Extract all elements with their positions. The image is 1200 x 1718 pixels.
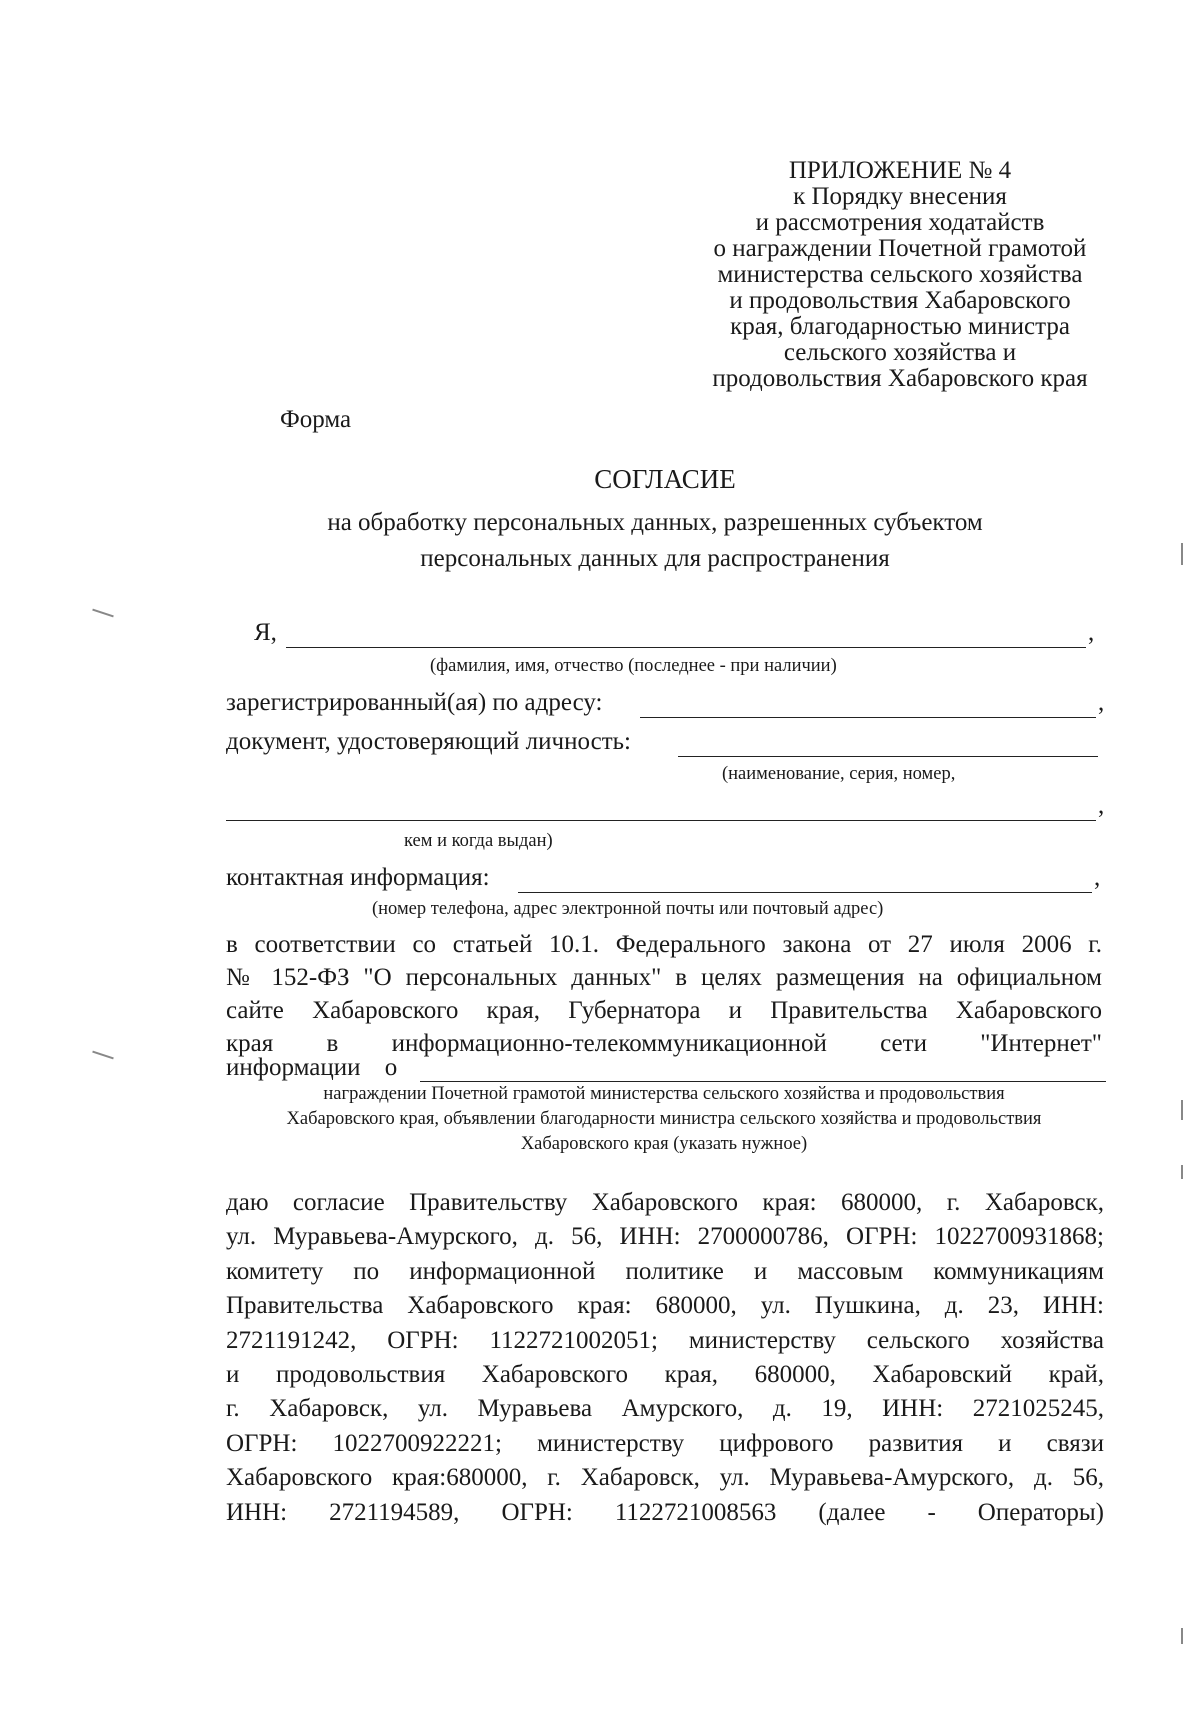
scan-artifact	[92, 1051, 114, 1060]
document-field-comma: ,	[1098, 792, 1105, 819]
scan-artifact	[1181, 1628, 1183, 1644]
appendix-line: продовольствия Хабаровского края	[712, 365, 1088, 392]
ya-label: Я,	[254, 619, 277, 646]
form-label: Форма	[280, 406, 352, 433]
contact-field-comma: ,	[1094, 864, 1101, 891]
scan-artifact	[1181, 543, 1183, 565]
scan-artifact	[1181, 1100, 1183, 1120]
scan-artifact	[92, 609, 114, 618]
contact-label: контактная информация:	[226, 864, 490, 891]
info-label: информации о	[226, 1054, 398, 1081]
paragraph-line: края в информационно-телекоммуникационной сети "Интернет"	[226, 1030, 1102, 1057]
appendix-line: и продовольствия Хабаровского	[729, 287, 1071, 314]
paragraph-line: г. Хабаровск, ул. Муравьева Амурского, д. 19, ИНН: 2721025245,	[226, 1395, 1104, 1423]
fio-hint: (фамилия, имя, отчество (последнее - при наличии)	[430, 656, 837, 676]
document-label: документ, удостоверяющий личность:	[226, 728, 631, 755]
appendix-line: сельского хозяйства и	[783, 339, 1017, 366]
paragraph-line: и продовольствия Хабаровского края, 680000, Хабаровский край,	[226, 1361, 1104, 1389]
contact-field[interactable]	[518, 892, 1092, 893]
appendix-line: о награждении Почетной грамотой	[713, 235, 1087, 262]
address-field[interactable]	[640, 717, 1096, 718]
paragraph-line: комитету по информационной политике и массовым коммуникациям	[226, 1257, 1104, 1285]
appendix-line: министерства сельского хозяйства	[717, 261, 1083, 288]
address-field-comma: ,	[1098, 689, 1105, 716]
note-line: Хабаровского края, объявлении благодарности министра сельского хозяйства и продовольствия	[286, 1109, 1042, 1129]
paragraph-line: в соответствии со статьей 10.1. Федерального закона от 27 июля 2006 г.	[226, 931, 1102, 958]
paragraph-line: даю согласие Правительству Хабаровского края: 680000, г. Хабаровск,	[226, 1189, 1104, 1216]
note-line: Хабаровского края (указать нужное)	[520, 1134, 808, 1154]
appendix-line: края, благодарностью министра	[730, 313, 1070, 340]
appendix-line: к Порядку внесения	[793, 183, 1007, 210]
address-label: зарегистрированный(ая) по адресу:	[226, 689, 603, 716]
appendix-header	[660, 158, 1140, 392]
paragraph-line: сайте Хабаровского края, Губернатора и Правительства Хабаровского	[226, 997, 1102, 1024]
document-title: СОГЛАСИЕ	[594, 464, 736, 494]
fio-field-comma: ,	[1088, 619, 1095, 646]
paragraph-line: № 152-ФЗ "О персональных данных" в целях размещения на официальном	[226, 964, 1102, 991]
appendix-line: и рассмотрения ходатайств	[755, 209, 1045, 236]
document-field-continuation[interactable]	[226, 820, 1096, 821]
paragraph-line: 2721191242, ОГРН: 1122721002051; министерству сельского хозяйства	[226, 1326, 1104, 1354]
document-hint: (наименование, серия, номер,	[722, 764, 956, 784]
contact-hint: (номер телефона, адрес электронной почты или почтовый адрес)	[372, 899, 884, 919]
appendix-title: ПРИЛОЖЕНИЕ № 4	[788, 157, 1012, 184]
scan-artifact	[1181, 1165, 1183, 1179]
fio-field[interactable]	[286, 647, 1086, 648]
document-field[interactable]	[678, 756, 1098, 757]
paragraph-line: ул. Муравьева-Амурского, д. 56, ИНН: 2700000786, ОГРН: 1022700931868;	[226, 1223, 1104, 1251]
paragraph-line: Хабаровского края:680000, г. Хабаровск, ул. Муравьева-Амурского, д. 56,	[226, 1464, 1104, 1492]
issued-hint: кем и когда выдан)	[404, 831, 553, 851]
subtitle-line: персональных данных для распространения	[420, 545, 890, 572]
paragraph-line: Правительства Хабаровского края: 680000, ул. Пушкина, д. 23, ИНН:	[226, 1292, 1104, 1320]
paragraph-line: ОГРН: 1022700922221; министерству цифрового развития и связи	[226, 1429, 1104, 1457]
document-subtitle	[240, 505, 1070, 577]
note-line: награждении Почетной грамотой министерства сельского хозяйства и продовольствия	[323, 1084, 1005, 1104]
subtitle-line: на обработку персональных данных, разрешенных субъектом	[327, 509, 983, 536]
award-type-hint	[214, 1082, 1114, 1157]
paragraph-legal-basis	[226, 928, 1102, 1060]
paragraph-consent	[226, 1186, 1104, 1530]
paragraph-line: ИНН: 2721194589, ОГРН: 1122721008563 (далее - Операторы)	[226, 1498, 1104, 1526]
